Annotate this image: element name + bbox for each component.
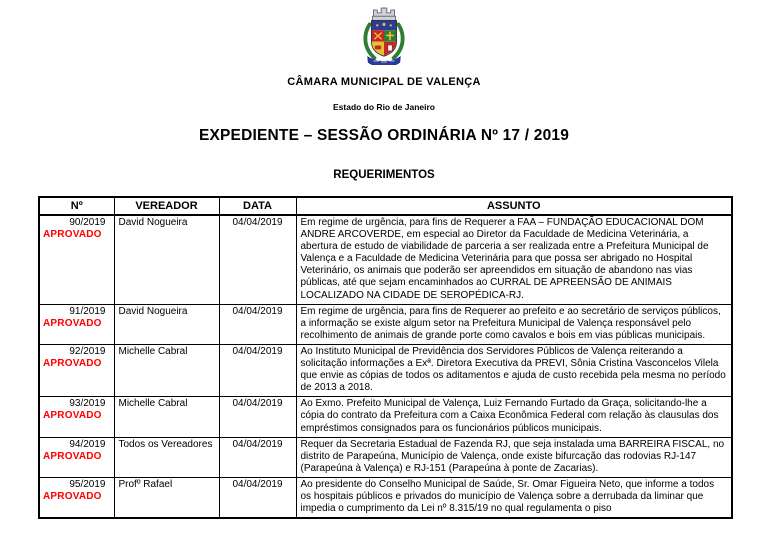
- status-badge: APROVADO: [43, 229, 102, 241]
- table-row: [39, 304, 732, 344]
- column-header-vereador: VEREADOR: [114, 197, 219, 215]
- number-status-cell: [39, 437, 114, 477]
- number-status-cell: [39, 304, 114, 344]
- requirement-number: 95/2019: [69, 478, 106, 490]
- table-row: [39, 477, 732, 518]
- request-subject: Ao Instituto Municipal de Previdência dos Servidores Públicos de Valença reiterando a solicitação informações a Exª. Diretora Executiva da PREVI, Sônia Cristina Vasconcelos Vilela que envie as cópias de todos os aditamentos e ajuda de custo recebida pela mesma no período de 2013 a 2018.: [296, 344, 732, 396]
- table-header-row: [39, 197, 732, 215]
- request-date: 04/04/2019: [219, 397, 296, 437]
- table-row: [39, 397, 732, 437]
- table-row: [39, 437, 732, 477]
- section-title: REQUERIMENTOS: [333, 169, 435, 181]
- request-date: 04/04/2019: [219, 304, 296, 344]
- requirement-number: 92/2019: [69, 345, 106, 357]
- org-name: CÂMARA MUNICIPAL DE VALENÇA: [287, 76, 481, 88]
- vereador-name: David Nogueira: [114, 304, 219, 344]
- request-subject: Em regime de urgência, para fins de Requerer a FAA – FUNDAÇÃO EDUCACIONAL DOM ANDRE ARCOVERDE, em especial ao Diretor da Faculdade de Medicina Veterinária, a abertura de estudo de viabilidade de parceria a ser realizada entre a Prefeitura Municipal de Valença e a Faculdade de Medicina Veterinária para que possa ser abrigado no Hospital Veterinário, os animais que poderão ser apreendidos em situação de abandono nas vias públicas, até que sejam encaminhados ao CURRAL DE APREENSÃO DE ANIMAIS LOCALIZADO NA CIDADE DE SEROPÉDICA-RJ.: [296, 215, 732, 304]
- request-subject: Requer da Secretaria Estadual de Fazenda RJ, que seja instalada uma BARREIRA FISCAL, no distrito de Parapeúna, Município de Valença, onde existe bifurcação das rodovias RJ-147 (Parapeúna à Valença) e RJ-151 (Parapeúna à ponte de Zacarias).: [296, 437, 732, 477]
- number-status-cell: [39, 477, 114, 518]
- requirement-number: 93/2019: [69, 398, 106, 410]
- request-date: 04/04/2019: [219, 344, 296, 396]
- vereador-name: Profº Rafael: [114, 477, 219, 518]
- org-state-line: Estado do Rio de Janeiro: [332, 102, 436, 112]
- request-date: 04/04/2019: [219, 477, 296, 518]
- request-date: 04/04/2019: [219, 437, 296, 477]
- column-header-numero: Nº: [39, 197, 114, 215]
- status-badge: APROVADO: [43, 410, 102, 422]
- request-subject: Ao presidente do Conselho Municipal de Saúde, Sr. Omar Figueira Neto, que informe a todos os hospitais públicos e privados do município de Valença sobre a derrubada da liminar que impedia o cumprimento da Lei nº 8.315/19 no qual regulamenta o piso: [296, 477, 732, 518]
- vereador-name: Michelle Cabral: [114, 344, 219, 396]
- document-title: EXPEDIENTE – SESSÃO ORDINÁRIA Nº 17 / 2019: [198, 127, 570, 144]
- status-badge: APROVADO: [43, 317, 102, 329]
- number-status-cell: [39, 215, 114, 304]
- requirement-number: 94/2019: [69, 438, 106, 450]
- status-badge: APROVADO: [43, 450, 102, 462]
- status-badge: APROVADO: [43, 358, 102, 370]
- requirements-table: [38, 196, 733, 519]
- table-row: [39, 215, 732, 304]
- status-badge: APROVADO: [43, 490, 102, 502]
- coat-of-arms-icon: [359, 3, 409, 70]
- request-subject: Em regime de urgência, para fins de Requerer ao prefeito e ao secretário de serviços públicos, a informação se existe algum setor na Prefeitura Municipal de Valença responsável pelo recolhimento de animais de grande porte como cavalos e bois em vias públicas municipais.: [296, 304, 732, 344]
- request-subject: Ao Exmo. Prefeito Municipal de Valença, Luiz Fernando Furtado da Graça, solicitando-lhe a cópia do contrato da Prefeitura com a Caixa Econômica Federal com relação às clausulas dos empréstimos consignados para os funcionários públicos municipais.: [296, 397, 732, 437]
- number-status-cell: [39, 344, 114, 396]
- number-status-cell: [39, 397, 114, 437]
- requirement-number: 91/2019: [69, 305, 106, 317]
- vereador-name: Todos os Vereadores: [114, 437, 219, 477]
- vereador-name: David Nogueira: [114, 215, 219, 304]
- vereador-name: Michelle Cabral: [114, 397, 219, 437]
- requirement-number: 90/2019: [69, 217, 106, 228]
- column-header-assunto: ASSUNTO: [296, 197, 732, 215]
- column-header-data: DATA: [219, 197, 296, 215]
- table-row: [39, 344, 732, 396]
- request-date: 04/04/2019: [219, 215, 296, 304]
- document-header: [0, 3, 768, 112]
